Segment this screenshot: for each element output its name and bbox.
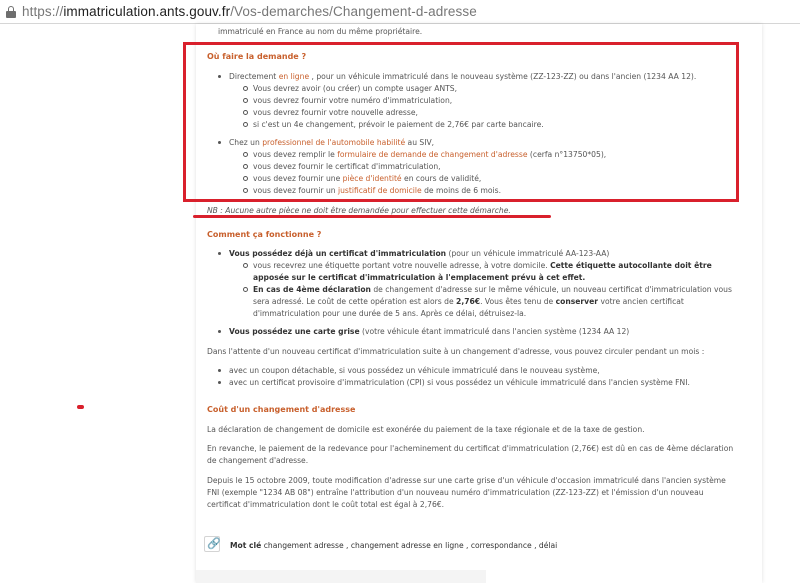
form-link[interactable]: formulaire de demande de changement d'adresse	[337, 150, 528, 159]
list-item: avec un certificat provisoire d'immatriculation (CPI) si vous possédez un véhicule immatriculé dans l'ancien système FNI.	[229, 378, 690, 387]
paragraph: Depuis le 15 octobre 2009, toute modification d'adresse sur une carte grise d'un véhicule d'occasion immatriculé dans l'ancien système	[207, 476, 726, 485]
url-text[interactable]: https://immatriculation.ants.gouv.fr/Vos-demarches/Changement-d-adresse	[22, 4, 477, 19]
footer-bar	[196, 570, 486, 583]
top-text: immatriculé en France au nom du même propriétaire.	[218, 27, 423, 36]
id-link[interactable]: pièce d'identité	[342, 174, 402, 183]
paragraph: En revanche, le paiement de la redevance pour l'acheminement du certificat d'immatriculation (2,76€) est dû en cas de 4ème déclaration	[207, 444, 734, 453]
list-item: vous devrez fournir votre numéro d'immatriculation,	[253, 96, 453, 105]
address-bar[interactable]	[0, 0, 800, 24]
list-item: vous devez remplir le formulaire de demande de changement d'adresse (cerfa n°13750*05),	[253, 150, 607, 159]
list-item: si c'est un 4e changement, prévoir le paiement de 2,76€ par carte bancaire.	[253, 120, 544, 129]
list-item-online: Directement en ligne , pour un véhicule immatriculé dans le nouveau système (ZZ-123-ZZ) ou dans l'ancien (1234 AA 12).	[229, 72, 697, 81]
list-item: vous devez fournir un justificatif de domicile de moins de 6 mois.	[253, 186, 502, 195]
list-item: vous devez fournir le certificat d'immatriculation,	[253, 162, 441, 171]
list-item-pro: Chez un professionnel de l'automobile habilité au SIV,	[229, 138, 435, 147]
list-item: vous recevrez une étiquette portant votre nouvelle adresse, à votre domicile. Cette étiquette autocollante doit être	[253, 261, 712, 270]
annotation-mark	[77, 405, 84, 409]
list-item: Vous possédez une carte grise (votre véhicule étant immatriculé dans l'ancien système (1234 AA 12)	[229, 327, 630, 336]
section-title-cost: Coût d'un changement d'adresse	[207, 405, 356, 414]
lock-icon	[6, 6, 16, 18]
list-item: Vous devrez avoir (ou créer) un compte usager ANTS,	[253, 84, 458, 93]
nb-note: NB : Aucune autre pièce ne doit être demandée pour effectuer cette démarche.	[207, 206, 511, 215]
annotation-underline	[193, 215, 551, 218]
annotation-box	[183, 42, 739, 202]
list-item: En cas de 4ème déclaration de changement d'adresse sur le même véhicule, un nouveau certificat d'immatriculation vous	[253, 285, 732, 294]
keywords-values: changement adresse , changement adresse en ligne , correspondance , délai	[263, 541, 558, 550]
list-item: vous devez fournir une pièce d'identité en cours de validité,	[253, 174, 482, 183]
section-title-where: Où faire la demande ?	[207, 52, 307, 61]
list-item: vous devrez fournir votre nouvelle adresse,	[253, 108, 418, 117]
list-item: avec un coupon détachable, si vous possédez un véhicule immatriculé dans le nouveau système,	[229, 366, 600, 375]
list-item: Vous possédez déjà un certificat d'immatriculation (pour un véhicule immatriculé AA-123-AA)	[229, 249, 610, 258]
link-icon: 🔗	[204, 536, 220, 552]
pro-link[interactable]: professionnel de l'automobile habilité	[262, 138, 406, 147]
waiting-text: Dans l'attente d'un nouveau certificat d'immatriculation suite à un changement d'adresse, vous pouvez circuler pendant un mois :	[207, 347, 705, 356]
keywords-label: Mot clé	[230, 541, 262, 550]
keywords	[230, 540, 557, 551]
paragraph: La déclaration de changement de domicile est exonérée du paiement de la taxe régionale et de la taxe de gestion.	[207, 425, 645, 434]
address-proof-link[interactable]: justificatif de domicile	[338, 186, 422, 195]
section-title-how: Comment ça fonctionne ?	[207, 230, 322, 239]
online-link[interactable]: en ligne	[278, 72, 310, 81]
